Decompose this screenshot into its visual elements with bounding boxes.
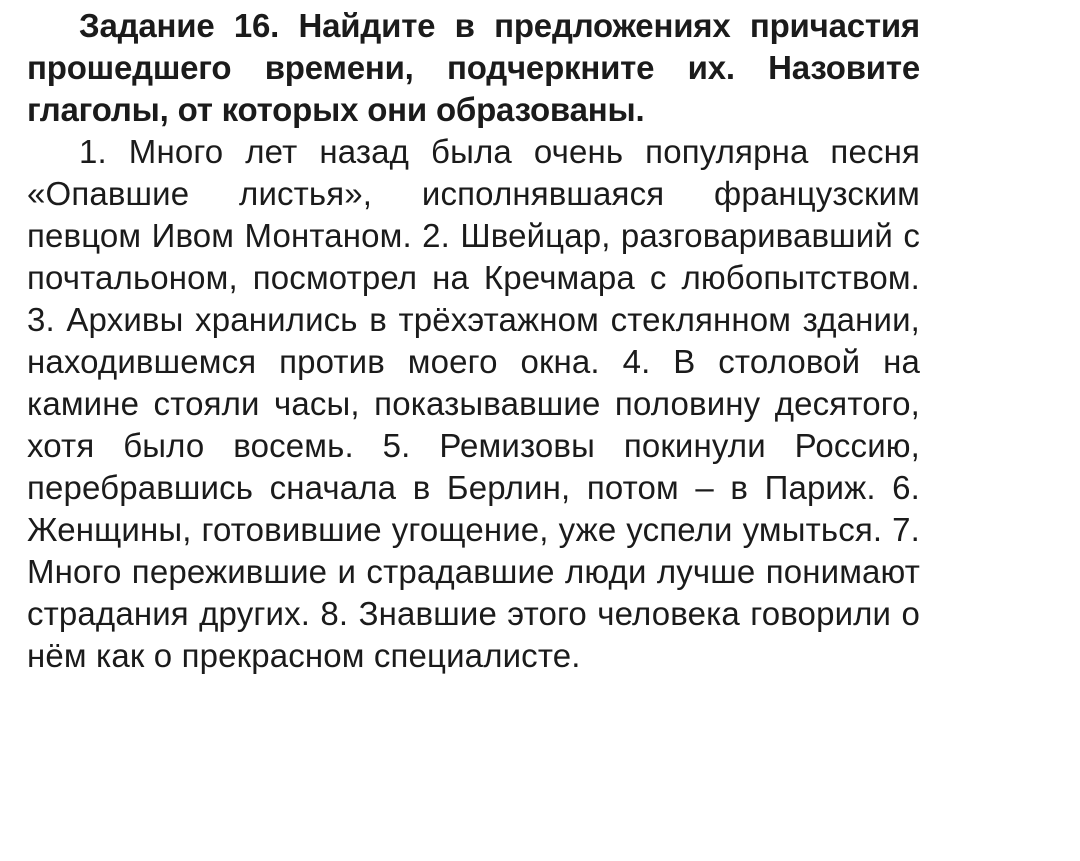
exercise-text: 1. Много лет назад была очень популярна песня «Опавшие листья», исполнявшаяся французским певцом Ивом Монтаном. 2. Швейцар, разговаривавший с почтальоном, посмотрел на Кречмара с любопытством. 3. Архивы хранились в трёхэтажном стеклянном здании, находившемся против моего окна. 4. В столовой на камине стояли часы, показывавшие половину десятого, хотя было восемь. 5. Ремизовы покинули Россию, перебравшись сначала в Берлин, потом – в Париж. 6. Женщины, готовившие угощение, уже успели умыться. 7. Много пережившие и страдавшие люди лучше понимают страдания других. 8. Знавшие этого человека говорили о нём как о прекрасном специалисте. [27,133,920,674]
task-heading: Задание 16. Найдите в предложениях причастия прошедшего времени, подчеркните их. Назовите глаголы, от которых они образованы. [27,7,920,128]
